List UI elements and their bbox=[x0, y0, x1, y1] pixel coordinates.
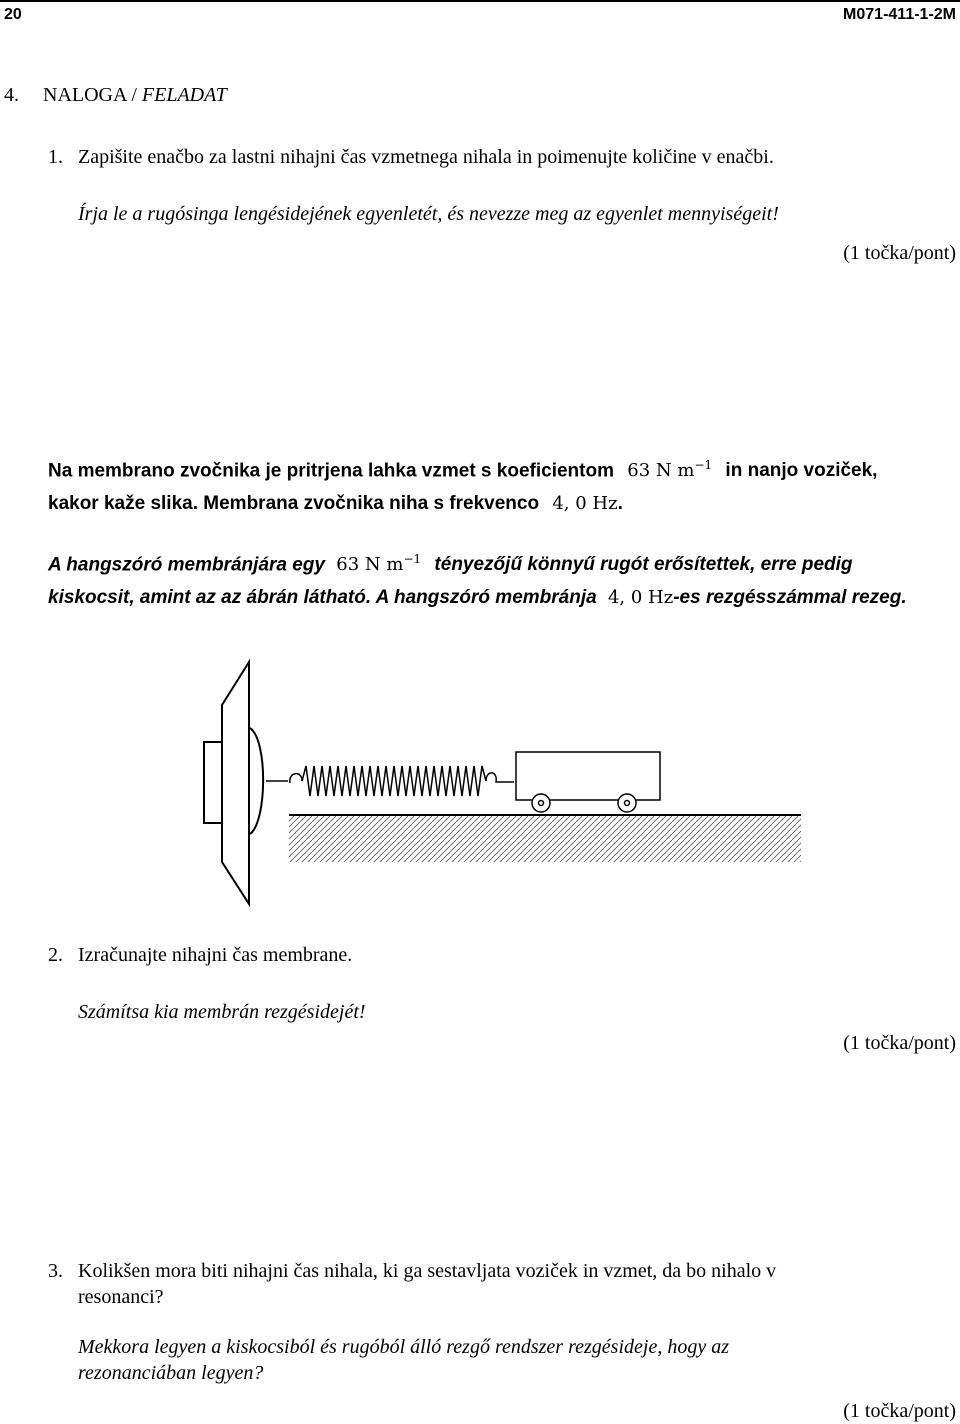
q3-text-hu-line2: rezonanciában legyen? bbox=[78, 1362, 264, 1384]
speaker-membrane bbox=[250, 728, 263, 834]
q3-text-hu-line1: Mekkora legyen a kiskocsiból és rugóból álló rezgő rendszer rezgésideje, hogy az bbox=[78, 1336, 729, 1358]
speaker-cone bbox=[222, 662, 249, 904]
intro-sl-part4: . bbox=[617, 493, 623, 514]
speaker-magnet bbox=[204, 742, 222, 823]
document-code: M071-411-1-2M bbox=[843, 6, 956, 23]
q3-points: (1 točka/pont) bbox=[843, 1400, 956, 1422]
intro-sl-part1: Na membrano zvočnika je pritrjena lahka vzmet s koeficientom bbox=[48, 460, 614, 482]
intro-hu-part2: tényezőjű könnyű rugót erősítettek, erre pedig bbox=[434, 554, 853, 576]
page-number: 20 bbox=[4, 6, 22, 23]
intro-hu-part1: A hangszóró membránjára egy bbox=[48, 554, 325, 576]
q1-points: (1 točka/pont) bbox=[843, 242, 956, 264]
task-number: 4. bbox=[4, 84, 19, 106]
cart-wheel-rear bbox=[618, 794, 636, 812]
q3-number: 3. bbox=[48, 1260, 63, 1282]
q2-text-hu: Számítsa kia membrán rezgésidejét! bbox=[78, 1001, 366, 1023]
q1-text-hu: Írja le a rugósinga lengésidejének egyenletét, és nevezze meg az egyenlet mennyiségeit! bbox=[78, 203, 779, 225]
ground-hatch bbox=[289, 816, 801, 862]
q3-text-sl-line1: Kolikšen mora biti nihajni čas nihala, ki ga sestavljata voziček in vzmet, da bo nihalo v bbox=[78, 1260, 777, 1282]
task-title-sl: NALOGA / bbox=[43, 84, 137, 106]
q1-text-sl: Zapišite enačbo za lastni nihajni čas vzmetnega nihala in poimenujte količine v enačbi. bbox=[78, 146, 774, 168]
q2-number: 2. bbox=[48, 944, 63, 966]
spring-coils bbox=[302, 766, 486, 796]
intro-hu-part4: -es rezgésszámmal rezeg. bbox=[673, 587, 907, 608]
intro-hu-k-value: 63 N m bbox=[336, 554, 404, 576]
spring-hook-right bbox=[486, 773, 514, 782]
task-title-hu: FELADAT bbox=[141, 84, 227, 106]
intro-hu-k-exp: −1 bbox=[403, 552, 422, 566]
spring-hook-left bbox=[290, 774, 302, 783]
q2-text-sl: Izračunajte nihajni čas membrane. bbox=[78, 944, 353, 966]
intro-sl-part3: kakor kaže slika. Membrana zvočnika niha s frekvenco bbox=[48, 493, 540, 514]
intro-sl-freq: 4, 0 Hz bbox=[552, 493, 618, 514]
cart-wheel-front bbox=[532, 794, 550, 812]
q1-number: 1. bbox=[48, 146, 63, 168]
intro-sl-k-value: 63 N m bbox=[627, 460, 695, 482]
q3-text-sl-line2: resonanci? bbox=[78, 1286, 164, 1308]
intro-hu-freq: 4, 0 Hz bbox=[607, 587, 674, 608]
intro-sl-k-exp: −1 bbox=[694, 458, 713, 472]
intro-sl-part2: in nanjo voziček, bbox=[725, 460, 878, 482]
intro-hu-part3: kiskocsit, amint az az ábrán látható. A hangszóró membránja bbox=[48, 587, 597, 608]
q2-points: (1 točka/pont) bbox=[843, 1032, 956, 1054]
cart-body bbox=[516, 752, 660, 800]
